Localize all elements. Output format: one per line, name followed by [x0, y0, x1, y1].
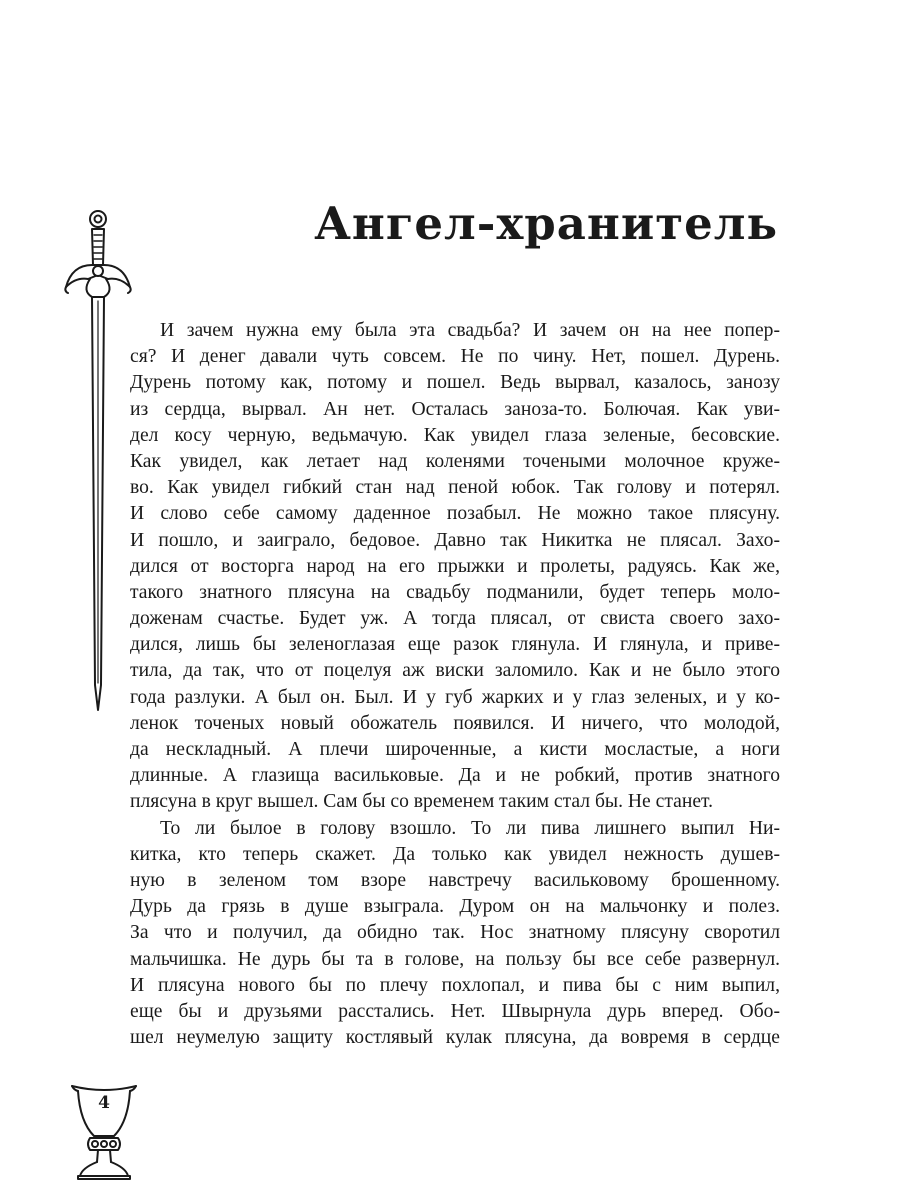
text-line: длинные. А глазища васильковые. Да и не робкий, против знатного	[130, 765, 780, 787]
text-line: китка, кто теперь скажет. Да только как увидел нежность душев-	[130, 843, 780, 865]
text-line: И зачем нужна ему была эта свадьба? И зачем он на нее попер-	[160, 320, 780, 341]
chapter-title: Ангел-хранитель	[314, 197, 778, 250]
text-line: И плясуна нового бы по плечу похлопал, и пива бы с ним выпил,	[130, 974, 780, 996]
text-line: И слово себе самому даденное позабыл. Не можно такое плясуну.	[130, 503, 780, 525]
text-line: тила, да так, что от поцелуя аж виски заломило. Как и не было этого	[130, 660, 780, 682]
text-line: И пошло, и заиграло, бедовое. Давно так Никитка не плясал. Захо-	[130, 529, 780, 551]
text-line: доженам счастье. Будет уж. А тогда плясал, от свиста своего захо-	[130, 608, 780, 630]
text-line: То ли былое в голову взошло. То ли пива лишнего выпил Ни-	[160, 817, 780, 839]
paragraph-2	[130, 816, 780, 1052]
text-line: дился, лишь бы зеленоглазая еще разок глянула. И глянула, и приве-	[130, 634, 780, 656]
body-text	[130, 318, 780, 1051]
text-line: мальчишка. Не дурь бы та в голове, на пользу бы все себе развернул.	[130, 948, 780, 970]
text-line: ся? И денег давали чуть совсем. Не по чину. Нет, пошел. Дурень.	[130, 346, 780, 368]
text-line: Как увидел, как летает над коленями точеными молочное круже-	[130, 450, 780, 472]
text-line: во. Как увидел гибкий стан над пеной юбок. Так голову и потерял.	[130, 477, 780, 499]
text-line: ленок точеных новый обожатель появился. И ничего, что молодой,	[130, 712, 780, 734]
text-line: такого знатного плясуна на свадьбу подманили, будет теперь моло-	[130, 581, 780, 603]
page-number: 4	[98, 1093, 110, 1113]
text-line: года разлуки. А был он. Был. И у губ жарких и у глаз зеленых, и у ко-	[130, 686, 780, 708]
text-line: плясуна в круг вышел. Сам бы со временем таким стал бы. Не станет.	[130, 791, 713, 813]
text-line: из сердца, вырвал. Ан нет. Осталась заноза-то. Болючая. Как уви-	[130, 398, 780, 420]
text-line: ную в зеленом том взоре навстречу васильковому брошенному.	[130, 869, 780, 891]
text-line: да нескладный. А плечи широченные, а кисти мосластые, а ноги	[130, 739, 780, 760]
text-line: За что и получил, да обидно так. Нос знатному плясуну своротил	[130, 922, 780, 944]
text-line: еще бы и друзьями расстались. Нет. Швырнула дурь вперед. Обо-	[130, 1000, 780, 1022]
text-line: шел неумелую защиту костлявый кулак плясуна, да вовремя в сердце	[130, 1027, 780, 1049]
text-line: Дурень потому как, потому и пошел. Ведь вырвал, казалось, занозу	[130, 372, 780, 394]
text-line: Дурь да грязь в душе взыграла. Дуром он на мальчонку и полез.	[130, 896, 780, 918]
text-line: дился от восторга народ на его прыжки и пролеты, радуясь. Как же,	[130, 555, 780, 577]
paragraph-1	[130, 318, 780, 816]
text-line: дел косу черную, ведьмачую. Как увидел глаза зеленые, бесовские.	[130, 424, 780, 446]
